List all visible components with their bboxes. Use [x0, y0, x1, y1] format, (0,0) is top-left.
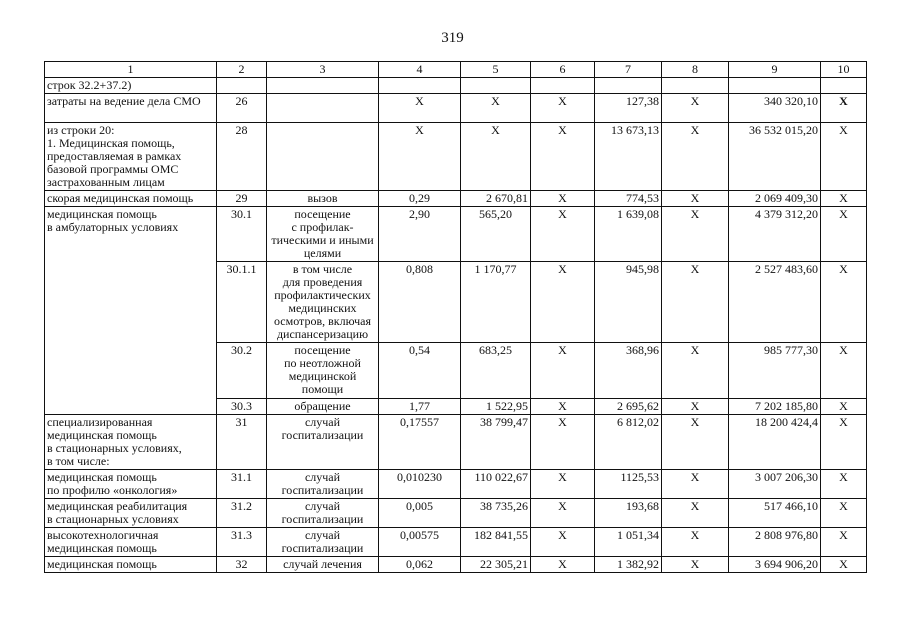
value-cell: Х: [662, 262, 729, 343]
unit-cell: вызов: [267, 191, 379, 207]
value-cell: 2 808 976,80: [729, 528, 821, 557]
value-cell: Х: [821, 499, 867, 528]
row-label: медицинская помощь по профилю «онкология»: [45, 470, 217, 499]
value-cell: 2,90: [379, 207, 461, 262]
unit-cell: [267, 78, 379, 94]
value-cell: 22 305,21: [461, 557, 531, 573]
line-code: [217, 78, 267, 94]
value-cell: 127,38: [595, 94, 662, 123]
value-cell: 0,808: [379, 262, 461, 343]
value-cell: [821, 78, 867, 94]
value-cell: 368,96: [595, 343, 662, 399]
value-cell: 2 670,81: [461, 191, 531, 207]
value-cell: 0,010230: [379, 470, 461, 499]
value-cell: Х: [531, 415, 595, 470]
value-cell: Х: [662, 94, 729, 123]
value-cell: 0,062: [379, 557, 461, 573]
line-code: 31: [217, 415, 267, 470]
value-cell: Х: [821, 557, 867, 573]
table-row: [45, 528, 867, 557]
value-cell: Х: [531, 123, 595, 191]
value-cell: Х: [379, 94, 461, 123]
unit-cell: посещение по неотложной медицинской помощи: [267, 343, 379, 399]
unit-cell: случай лечения: [267, 557, 379, 573]
line-code: 28: [217, 123, 267, 191]
table-row: [45, 207, 867, 262]
header-cell: 6: [531, 62, 595, 78]
value-cell: [379, 78, 461, 94]
value-cell: [595, 78, 662, 94]
value-cell: 1 382,92: [595, 557, 662, 573]
value-cell: 0,54: [379, 343, 461, 399]
value-cell: Х: [379, 123, 461, 191]
value-cell: Х: [461, 123, 531, 191]
value-cell: 517 466,10: [729, 499, 821, 528]
value-cell: 1 051,34: [595, 528, 662, 557]
value-cell: Х: [531, 191, 595, 207]
value-cell: 2 069 409,30: [729, 191, 821, 207]
header-row: [45, 62, 867, 78]
value-cell: 38 735,26: [461, 499, 531, 528]
value-cell: Х: [531, 528, 595, 557]
header-cell: 7: [595, 62, 662, 78]
value-cell: Х: [531, 399, 595, 415]
row-label: затраты на ведение дела СМО: [45, 94, 217, 123]
line-code: 32: [217, 557, 267, 573]
value-cell: 1 522,95: [461, 399, 531, 415]
line-code: 30.1: [217, 207, 267, 262]
unit-cell: обращение: [267, 399, 379, 415]
value-cell: Х: [531, 207, 595, 262]
value-cell: Х: [662, 191, 729, 207]
header-cell: 4: [379, 62, 461, 78]
value-cell: [662, 78, 729, 94]
financial-table: [44, 61, 867, 573]
value-cell: Х: [531, 470, 595, 499]
line-code: 31.1: [217, 470, 267, 499]
unit-cell: [267, 123, 379, 191]
header-cell: 10: [821, 62, 867, 78]
line-code: 29: [217, 191, 267, 207]
value-cell: 38 799,47: [461, 415, 531, 470]
value-cell: 182 841,55: [461, 528, 531, 557]
line-code: 30.3: [217, 399, 267, 415]
unit-cell: посещение с профилак- тическими и иными целями: [267, 207, 379, 262]
header-cell: 1: [45, 62, 217, 78]
unit-cell: случай госпитализации: [267, 499, 379, 528]
value-cell: 36 532 015,20: [729, 123, 821, 191]
value-cell: 0,17557: [379, 415, 461, 470]
value-cell: [461, 78, 531, 94]
unit-cell: случай госпитализации: [267, 470, 379, 499]
unit-cell: случай госпитализации: [267, 415, 379, 470]
line-code: 31.2: [217, 499, 267, 528]
value-cell: Х: [531, 557, 595, 573]
value-cell: 774,53: [595, 191, 662, 207]
value-cell: Х: [821, 207, 867, 262]
table-row: [45, 557, 867, 573]
table-row: [45, 499, 867, 528]
value-cell: 18 200 424,4: [729, 415, 821, 470]
value-cell: 1 639,08: [595, 207, 662, 262]
value-cell: Х: [531, 262, 595, 343]
unit-cell: [267, 94, 379, 123]
value-cell: Х: [821, 399, 867, 415]
table-row: [45, 470, 867, 499]
line-code: 30.1.1: [217, 262, 267, 343]
table-row: [45, 415, 867, 470]
row-label: медицинская помощь: [45, 557, 217, 573]
table-row: [45, 94, 867, 123]
value-cell: Х: [821, 343, 867, 399]
value-cell: Х: [821, 123, 867, 191]
header-cell: 8: [662, 62, 729, 78]
value-cell: 7 202 185,80: [729, 399, 821, 415]
table-row: [45, 191, 867, 207]
value-cell: 4 379 312,20: [729, 207, 821, 262]
header-cell: 3: [267, 62, 379, 78]
value-cell: 2 695,62: [595, 399, 662, 415]
unit-cell: в том числе для проведения профилактических медицинских осмотров, включая диспансеризацию: [267, 262, 379, 343]
row-label: из строки 20: 1. Медицинская помощь, предоставляемая в рамках базовой программы ОМС застрахованным лицам: [45, 123, 217, 191]
value-cell: 945,98: [595, 262, 662, 343]
value-cell: Х: [662, 557, 729, 573]
value-cell: 193,68: [595, 499, 662, 528]
value-cell: 13 673,13: [595, 123, 662, 191]
row-label: медицинская помощь в амбулаторных условиях: [45, 207, 217, 415]
value-cell: Х: [531, 94, 595, 123]
value-cell: 0,005: [379, 499, 461, 528]
value-cell: Х: [821, 191, 867, 207]
value-cell: [729, 78, 821, 94]
value-cell: 0,29: [379, 191, 461, 207]
value-cell: 110 022,67: [461, 470, 531, 499]
table-row: [45, 123, 867, 191]
header-cell: 9: [729, 62, 821, 78]
value-cell: [531, 78, 595, 94]
unit-cell: случай госпитализации: [267, 528, 379, 557]
value-cell: Х: [821, 94, 867, 123]
value-cell: Х: [662, 528, 729, 557]
line-code: 30.2: [217, 343, 267, 399]
table-row: [45, 78, 867, 94]
value-cell: Х: [662, 499, 729, 528]
row-label: скорая медицинская помощь: [45, 191, 217, 207]
value-cell: 0,00575: [379, 528, 461, 557]
line-code: 31.3: [217, 528, 267, 557]
value-cell: Х: [821, 470, 867, 499]
value-cell: 6 812,02: [595, 415, 662, 470]
value-cell: 3 694 906,20: [729, 557, 821, 573]
value-cell: Х: [662, 207, 729, 262]
value-cell: 1125,53: [595, 470, 662, 499]
row-label: специализированная медицинская помощь в стационарных условиях, в том числе:: [45, 415, 217, 470]
header-cell: 5: [461, 62, 531, 78]
header-cell: 2: [217, 62, 267, 78]
value-cell: 683,25: [461, 343, 531, 399]
page-number: 319: [441, 30, 464, 46]
value-cell: Х: [821, 415, 867, 470]
value-cell: 1,77: [379, 399, 461, 415]
value-cell: 340 320,10: [729, 94, 821, 123]
value-cell: Х: [662, 343, 729, 399]
row-label: строк 32.2+37.2): [45, 78, 217, 94]
value-cell: Х: [821, 528, 867, 557]
value-cell: Х: [662, 123, 729, 191]
value-cell: Х: [662, 415, 729, 470]
value-cell: Х: [461, 94, 531, 123]
value-cell: 985 777,30: [729, 343, 821, 399]
value-cell: Х: [662, 399, 729, 415]
value-cell: Х: [531, 499, 595, 528]
value-cell: 3 007 206,30: [729, 470, 821, 499]
value-cell: 1 170,77: [461, 262, 531, 343]
row-label: медицинская реабилитация в стационарных условиях: [45, 499, 217, 528]
line-code: 26: [217, 94, 267, 123]
value-cell: Х: [531, 343, 595, 399]
value-cell: 565,20: [461, 207, 531, 262]
row-label: высокотехнологичная медицинская помощь: [45, 528, 217, 557]
value-cell: Х: [662, 470, 729, 499]
value-cell: Х: [821, 262, 867, 343]
value-cell: 2 527 483,60: [729, 262, 821, 343]
